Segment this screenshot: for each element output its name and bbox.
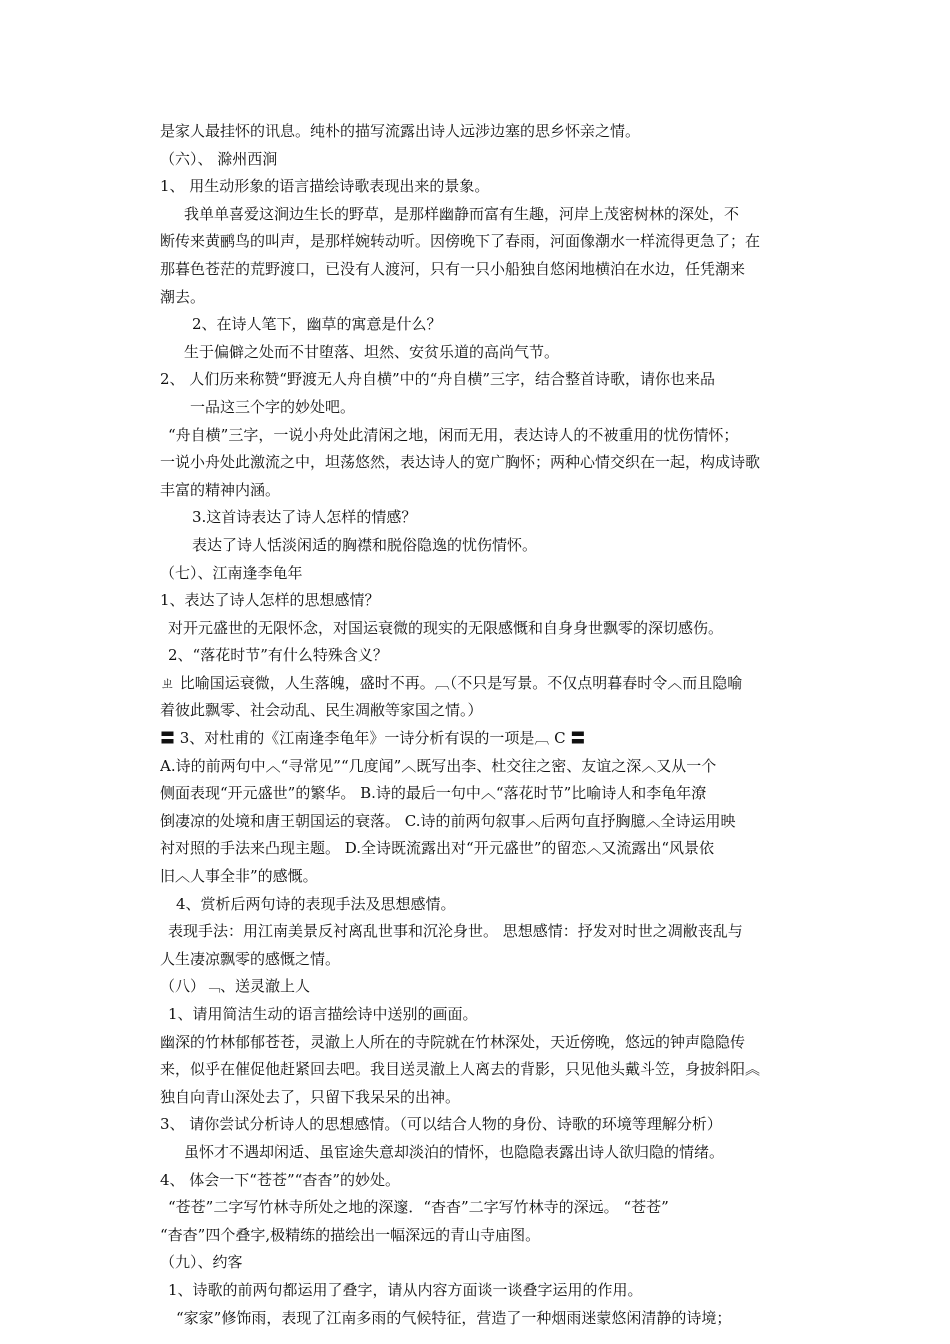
answer-line: 我单单喜爱这涧边生长的野草，是那样幽静而富有生趣，河岸上茂密树林的深处，不	[184, 204, 740, 223]
answer-line: 旧︿人事全非”的感慨。	[160, 867, 318, 886]
question: 1、 用生动形象的语言描绘诗歌表现出来的景象。	[160, 177, 490, 196]
section-heading: （七）、江南逢李龟年	[160, 563, 303, 582]
answer-line: 潮去。	[160, 287, 206, 306]
question: 一品这三个字的妙处吧。	[190, 397, 356, 416]
section-heading: （九）、约客	[160, 1253, 243, 1272]
question: 1、诗歌的前两句都运用了叠字，请从内容方面谈一谈叠字运用的作用。	[168, 1280, 643, 1299]
answer-line: A.诗的前两句中︿“寻常见”“几度闻”︿既写出李、杜交往之密、友谊之深︿又从一个	[160, 756, 717, 775]
question: 1、表达了诗人怎样的思想感情？	[160, 591, 380, 610]
answer-line: 断传来黄鹂鸟的叫声，是那样婉转动听。因傍晚下了春雨，河面像潮水一样流得更急了；在	[160, 232, 761, 251]
question: 4、 体会一下“苍苍”“杳杳”的妙处。	[160, 1170, 400, 1189]
answer-line: 丰富的精神内涵。	[160, 480, 281, 499]
answer-line: 倒凄凉的处境和唐王朝国运的衰落。 C.诗的前两句叙事︿后两句直抒胸臆︿全诗运用映	[160, 811, 736, 830]
question: 〓 3、对杜甫的《江南逢李龟年》一诗分析有误的一项是︹ C 〓	[160, 729, 586, 748]
question: 4、赏析后两句诗的表现手法及思想感情。	[176, 894, 456, 913]
text-line: 是家人最挂怀的讯息。纯朴的描写流露出诗人远涉边塞的思乡怀亲之情。	[160, 122, 641, 140]
answer-line: 侧面表现“开元盛世”的繁华。 B.诗的最后一句中︿“落花时节”比喻诗人和李龟年潦	[160, 784, 707, 803]
answer-line: 衬对照的手法来凸现主题。 D.全诗既流露出对“开元盛世”的留恋︿又流露出“风景依	[160, 839, 715, 858]
section-heading: （六）、 滁州西涧	[160, 149, 278, 168]
answer-line: “苍苍”二字写竹林寺所处之地的深邃．“杳杳”二字写竹林寺的深远。 “苍苍”	[168, 1198, 669, 1217]
answer-line: 独自向青山深处去了，只留下我呆呆的出神。	[160, 1087, 461, 1106]
question: 3.这首诗表达了诗人怎样的情感？	[192, 508, 417, 527]
answer-line: “杳杳”四个叠字,极精练的描绘出一幅深远的青山寺庙图。	[160, 1225, 541, 1244]
section-heading: （八）﹁、送灵澈上人	[160, 977, 311, 996]
question: 2、在诗人笔下，幽草的寓意是什么？	[192, 315, 442, 334]
document-body	[160, 118, 808, 1332]
answer-line: 表现手法：用江南美景反衬离乱世事和沉沦身世。 思想感情：抒发对时世之凋敝丧乱与	[168, 922, 743, 941]
answer-line: “家家”修饰雨，表现了江南多雨的气候特征，营造了一种烟雨迷蒙悠闲清静的诗境；	[176, 1308, 732, 1327]
answer-line: 那暮色苍茫的荒野渡口，已没有人渡河，只有一只小船独自悠闲地横泊在水边，任凭潮来	[160, 259, 746, 278]
answer-line: 虽怀才不遇却闲适、虽宦途失意却淡泊的情怀，也隐隐表露出诗人欲归隐的情绪。	[184, 1142, 725, 1161]
question: 1、请用简洁生动的语言描绘诗中送别的画面。	[168, 1005, 478, 1023]
answer-line: 对开元盛世的无限怀念，对国运衰微的现实的无限感慨和自身身世飘零的深切感伤。	[168, 618, 724, 637]
question: 2、“落花时节”有什么特殊含义？	[168, 646, 388, 665]
answer-line: 表达了诗人恬淡闲适的胸襟和脱俗隐逸的忧伤情怀。	[192, 535, 538, 554]
answer-line: 着彼此飘零、社会动乱、民生凋敝等家国之情。）	[160, 701, 483, 720]
answer-line: 来，似乎在催促他赶紧回去吧。我目送灵澈上人离去的背影，只见他头戴斗笠，身披斜阳︽	[160, 1060, 761, 1079]
answer-line: 一说小舟处此激流之中，坦荡悠然，表达诗人的宽广胸怀；两种心情交织在一起，构成诗歌	[160, 453, 761, 472]
answer-line: 生于偏僻之处而不甘堕落、坦然、安贫乐道的高尚气节。	[184, 342, 560, 361]
answer-line: 幽深的竹林郁郁苍苍，灵澈上人所在的寺院就在竹林深处，天近傍晚，悠远的钟声隐隐传	[160, 1032, 746, 1051]
answer-line: ㄓ 比喻国运衰微，人生落魄，盛时不再。︹（不只是写景。不仅点明暮春时令︿而且隐喻	[160, 673, 743, 692]
question: 2、 人们历来称赞“野渡无人舟自横”中的“舟自横”三字，结合整首诗歌，请你也来品	[160, 370, 715, 389]
answer-line: “舟自横”三字，一说小舟处此清闲之地，闲而无用，表达诗人的不被重用的忧伤情怀；	[168, 425, 739, 444]
question: 3、 请你尝试分析诗人的思想感情。（可以结合人物的身份、诗歌的环境等理解分析）	[160, 1115, 722, 1134]
answer-line: 人生凄凉飘零的感慨之情。	[160, 949, 341, 968]
